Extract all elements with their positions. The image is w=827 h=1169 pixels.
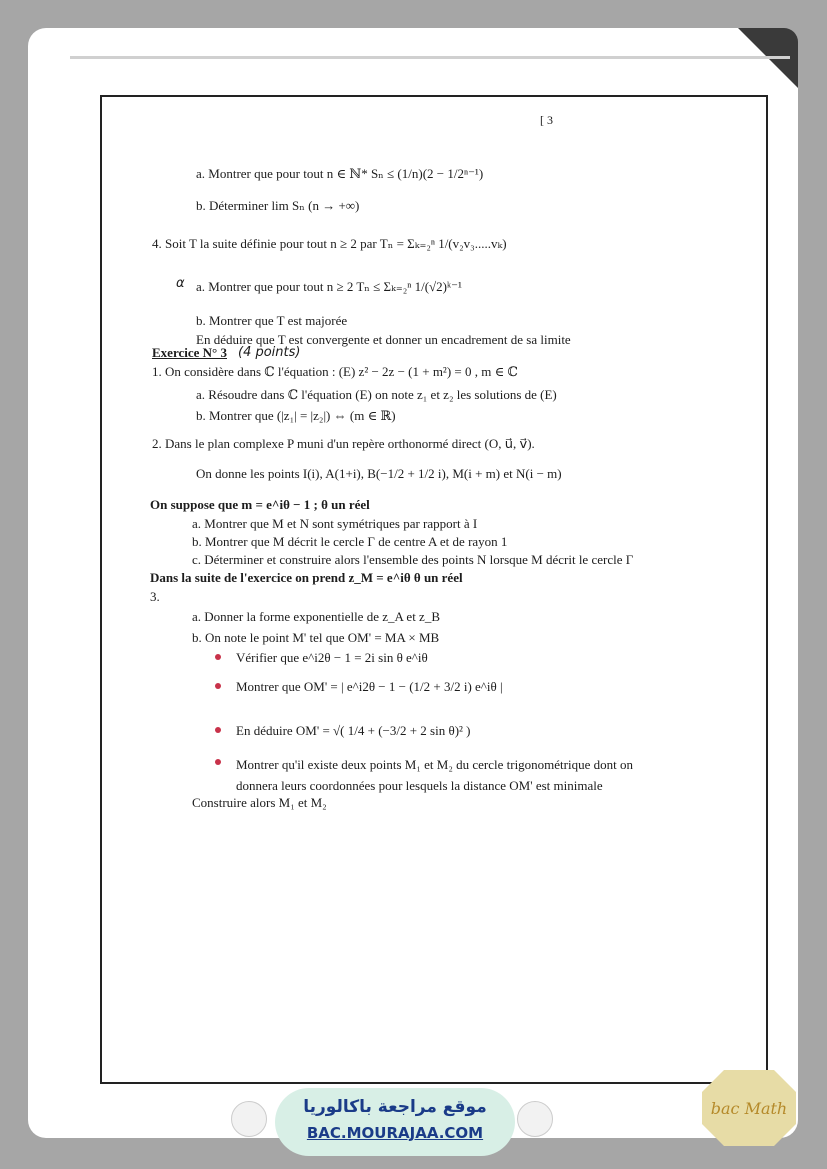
item-4a: a. Montrer que pour tout n ≥ 2 Tₙ ≤ Σₖ₌₂ⁿ 1/(√2)ᵏ⁻¹ (196, 279, 462, 294)
item-verify: Vérifier que e^i2θ − 1 = 2i sin θ e^iθ (236, 650, 428, 665)
item-1a: a. Montrer que pour tout n ∈ ℕ* Sₙ ≤ (1/n)(2 − 1/2ⁿ⁻¹) (196, 166, 484, 181)
badge-text: bac Math (710, 1099, 788, 1118)
item-ex3-2a: a. Montrer que M et N sont symétriques par rapport à I (192, 516, 478, 531)
exercise-3-title: Exercice N° 3 (152, 345, 227, 360)
item-ex3-2: 2. Dans le plan complexe P muni d'un repère orthonormé direct (O, u⃗, v⃗). (152, 436, 535, 451)
item-deduce-om: En déduire OM' = √( 1/4 + (−3/2 + 2 sin θ)² ) (236, 723, 471, 738)
item-ex3-suite: Dans la suite de l'exercice on prend z_M = e^iθ θ un réel (150, 570, 463, 585)
item-two-points-cont: donnera leurs coordonnées pour lesquels la distance OM' est minimale (236, 778, 603, 793)
exercise-3-points: (4 points) (238, 345, 301, 360)
item-two-points: Montrer qu'il existe deux points M₁ et M₂ du cercle trigonométrique dont on (236, 757, 633, 772)
side-mark: [ 3 (540, 113, 553, 127)
handwritten-alpha: α (176, 276, 185, 291)
footer-arabic-title: موقع مراجعة باكالوريا (303, 1097, 487, 1117)
item-ex3-3a: a. Donner la forme exponentielle de z_A et z_B (192, 609, 440, 624)
item-ex3-3: 3. (150, 589, 160, 604)
item-ex3-1: 1. On considère dans ℂ l'équation : (E) z² − 2z − (1 + m²) = 0 , m ∈ ℂ (152, 364, 518, 379)
bac-math-badge (700, 1068, 798, 1148)
bullet-dot (215, 727, 221, 733)
item-4b-deduce: En déduire que T est convergente et donner un encadrement de sa limite (196, 332, 571, 347)
item-ex3-3b: b. On note le point M' tel que OM' = MA × MB (192, 630, 440, 645)
bullet-dot (215, 683, 221, 689)
item-ex3-suppose: On suppose que m = e^iθ − 1 ; θ un réel (150, 497, 370, 512)
item-ex3-1b: b. Montrer que (|z₁| = |z₂|) ⇔ (m ∈ ℝ) (196, 408, 396, 423)
item-4: 4. Soit T la suite définie pour tout n ≥ 2 par Tₙ = Σₖ₌₂ⁿ 1/(v₂v₃.....vₖ) (152, 236, 507, 251)
item-1b: b. Déterminer lim Sₙ (n → +∞) (196, 198, 360, 213)
scan-header-line (70, 56, 790, 59)
footer-url-link[interactable]: BAC.MOURAJAA.COM (306, 1124, 484, 1142)
item-show-om: Montrer que OM' = | e^i2θ − 1 − (1/2 + 3/2 i) e^iθ | (236, 679, 503, 694)
site-logo-icon (231, 1101, 267, 1137)
item-construct: Construire alors M₁ et M₂ (192, 795, 327, 810)
item-ex3-2b: b. Montrer que M décrit le cercle Γ de centre A et de rayon 1 (192, 534, 508, 549)
item-ex3-1a: a. Résoudre dans ℂ l'équation (E) on note z₁ et z₂ les solutions de (E) (196, 387, 557, 402)
bullet-dot (215, 654, 221, 660)
site-logo-icon (517, 1101, 553, 1137)
item-ex3-2-points: On donne les points I(i), A(1+i), B(−1/2 + 1/2 i), M(i + m) et N(i − m) (196, 466, 562, 481)
item-ex3-2c: c. Déterminer et construire alors l'ensemble des points N lorsque M décrit le cercle Γ (192, 552, 634, 567)
bullet-dot (215, 759, 221, 765)
item-4b: b. Montrer que T est majorée (196, 313, 348, 328)
